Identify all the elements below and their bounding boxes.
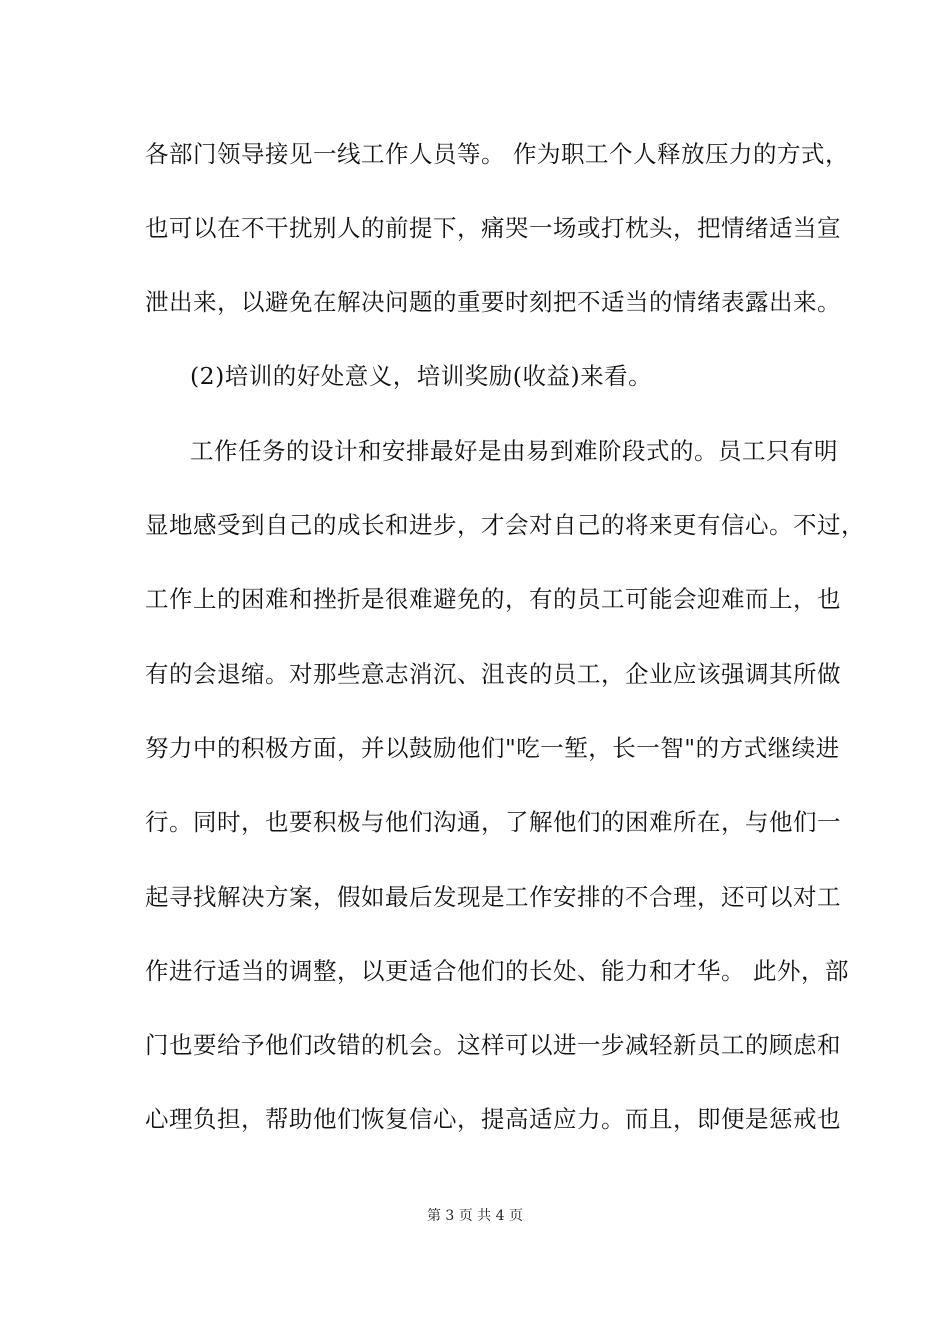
text-line: 门也要给予他们改错的机会。这样可以进一步减轻新员工的顾虑和 [145, 1031, 841, 1059]
text-line: 心理负担，帮助他们恢复信心，提高适应力。而且，即便是惩戒也 [145, 1105, 841, 1133]
text-line: 行。同时，也要积极与他们沟通，了解他们的困难所在，与他们一 [145, 808, 841, 836]
text-line: 各部门领导接见一线工作人员等。 作为职工个人释放压力的方式， [145, 140, 849, 168]
text-line: 也可以在不干扰别人的前提下，痛哭一场或打枕头，把情绪适当宣 [145, 214, 841, 242]
text-line: 努力中的积极方面，并以鼓励他们"吃一堑，长一智"的方式继续进 [145, 734, 840, 762]
text-line-indented: (2)培训的好处意义，培训奖励(收益)来看。 [190, 362, 653, 390]
text-line-indented: 工作任务的设计和安排最好是由易到难阶段式的。员工只有明 [190, 437, 838, 465]
text-line: 工作上的困难和挫折是很难避免的，有的员工可能会迎难而上，也 [145, 585, 841, 613]
text-line: 泄出来，以避免在解决问题的重要时刻把不适当的情绪表露出来。 [145, 288, 841, 316]
text-line: 有的会退缩。对那些意志消沉、沮丧的员工，企业应该强调其所做 [145, 660, 841, 688]
text-line: 起寻找解决方案，假如最后发现是工作安排的不合理，还可以对工 [145, 883, 841, 911]
text-line: 作进行适当的调整，以更适合他们的长处、能力和才华。 此外，部 [145, 957, 849, 985]
page-number-footer: 第 3 页 共 4 页 [426, 1208, 524, 1224]
text-line: 显地感受到自己的成长和进步，才会对自己的将来更有信心。不过， [145, 511, 865, 539]
